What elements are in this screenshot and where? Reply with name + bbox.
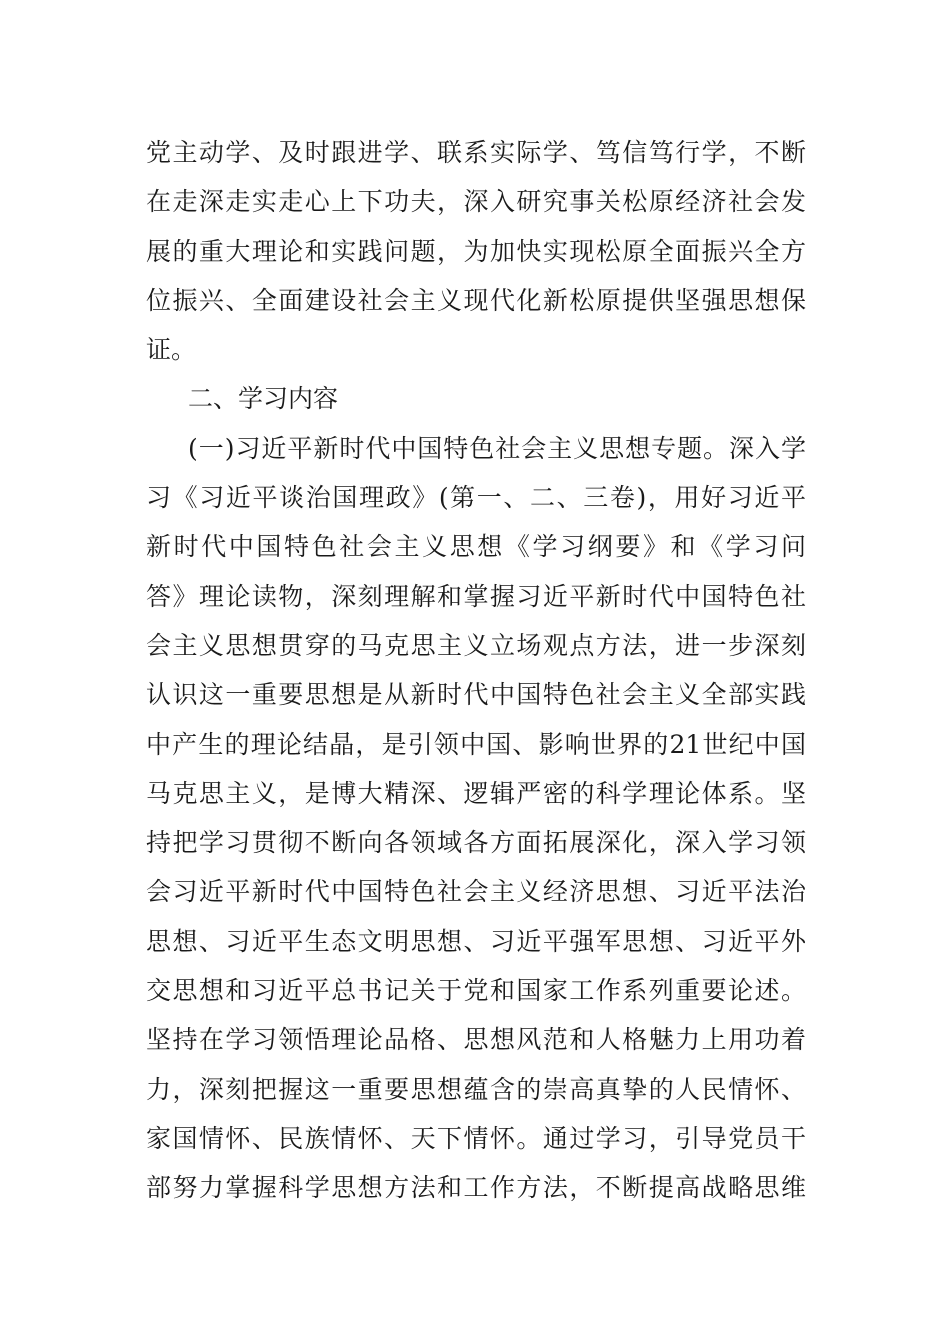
text-line: 部努力掌握科学思想方法和工作方法，不断提高战略思维 — [146, 1173, 806, 1203]
text-line: 答》理论读物，深刻理解和掌握习近平新时代中国特色社 — [146, 581, 806, 611]
body-text — [146, 128, 806, 1213]
text-line: 思想、习近平生态文明思想、习近平强军思想、习近平外 — [146, 926, 806, 956]
text-line: 证。 — [146, 335, 197, 365]
text-line: 位振兴、全面建设社会主义现代化新松原提供坚强思想保 — [146, 285, 806, 315]
text-line: 认识这一重要思想是从新时代中国特色社会主义全部实践 — [146, 680, 806, 710]
text-line: 会主义思想贯穿的马克思主义立场观点方法，进一步深刻 — [146, 630, 806, 660]
text-line: 交思想和习近平总书记关于党和国家工作系列重要论述。 — [146, 976, 806, 1006]
text-line: 马克思主义，是博大精深、逻辑严密的科学理论体系。坚 — [146, 778, 806, 808]
text-line: 新时代中国特色社会主义思想《学习纲要》和《学习问 — [146, 532, 806, 562]
text-line: 力，深刻把握这一重要思想蕴含的崇高真挚的人民情怀、 — [146, 1074, 806, 1104]
text-line: 在走深走实走心上下功夫，深入研究事关松原经济社会发 — [146, 187, 806, 217]
text-line: 家国情怀、民族情怀、天下情怀。通过学习，引导党员干 — [146, 1123, 806, 1153]
text-line: 中产生的理论结晶，是引领中国、影响世界的21世纪中国 — [146, 729, 806, 759]
text-line: (一)习近平新时代中国特色社会主义思想专题。深入学 — [188, 433, 806, 463]
text-line: 党主动学、及时跟进学、联系实际学、笃信笃行学，不断 — [146, 138, 806, 167]
text-line: 展的重大理论和实践问题，为加快实现松原全面振兴全方 — [146, 236, 806, 266]
text-line: 二、学习内容 — [188, 384, 339, 414]
text-line: 持把学习贯彻不断向各领域各方面拓展深化，深入学习领 — [146, 828, 806, 858]
text-line: 习《习近平谈治国理政》(第一、二、三卷)，用好习近平 — [146, 483, 806, 513]
text-line: 坚持在学习领悟理论品格、思想风范和人格魅力上用功着 — [146, 1025, 806, 1055]
text-line: 会习近平新时代中国特色社会主义经济思想、习近平法治 — [146, 877, 806, 907]
